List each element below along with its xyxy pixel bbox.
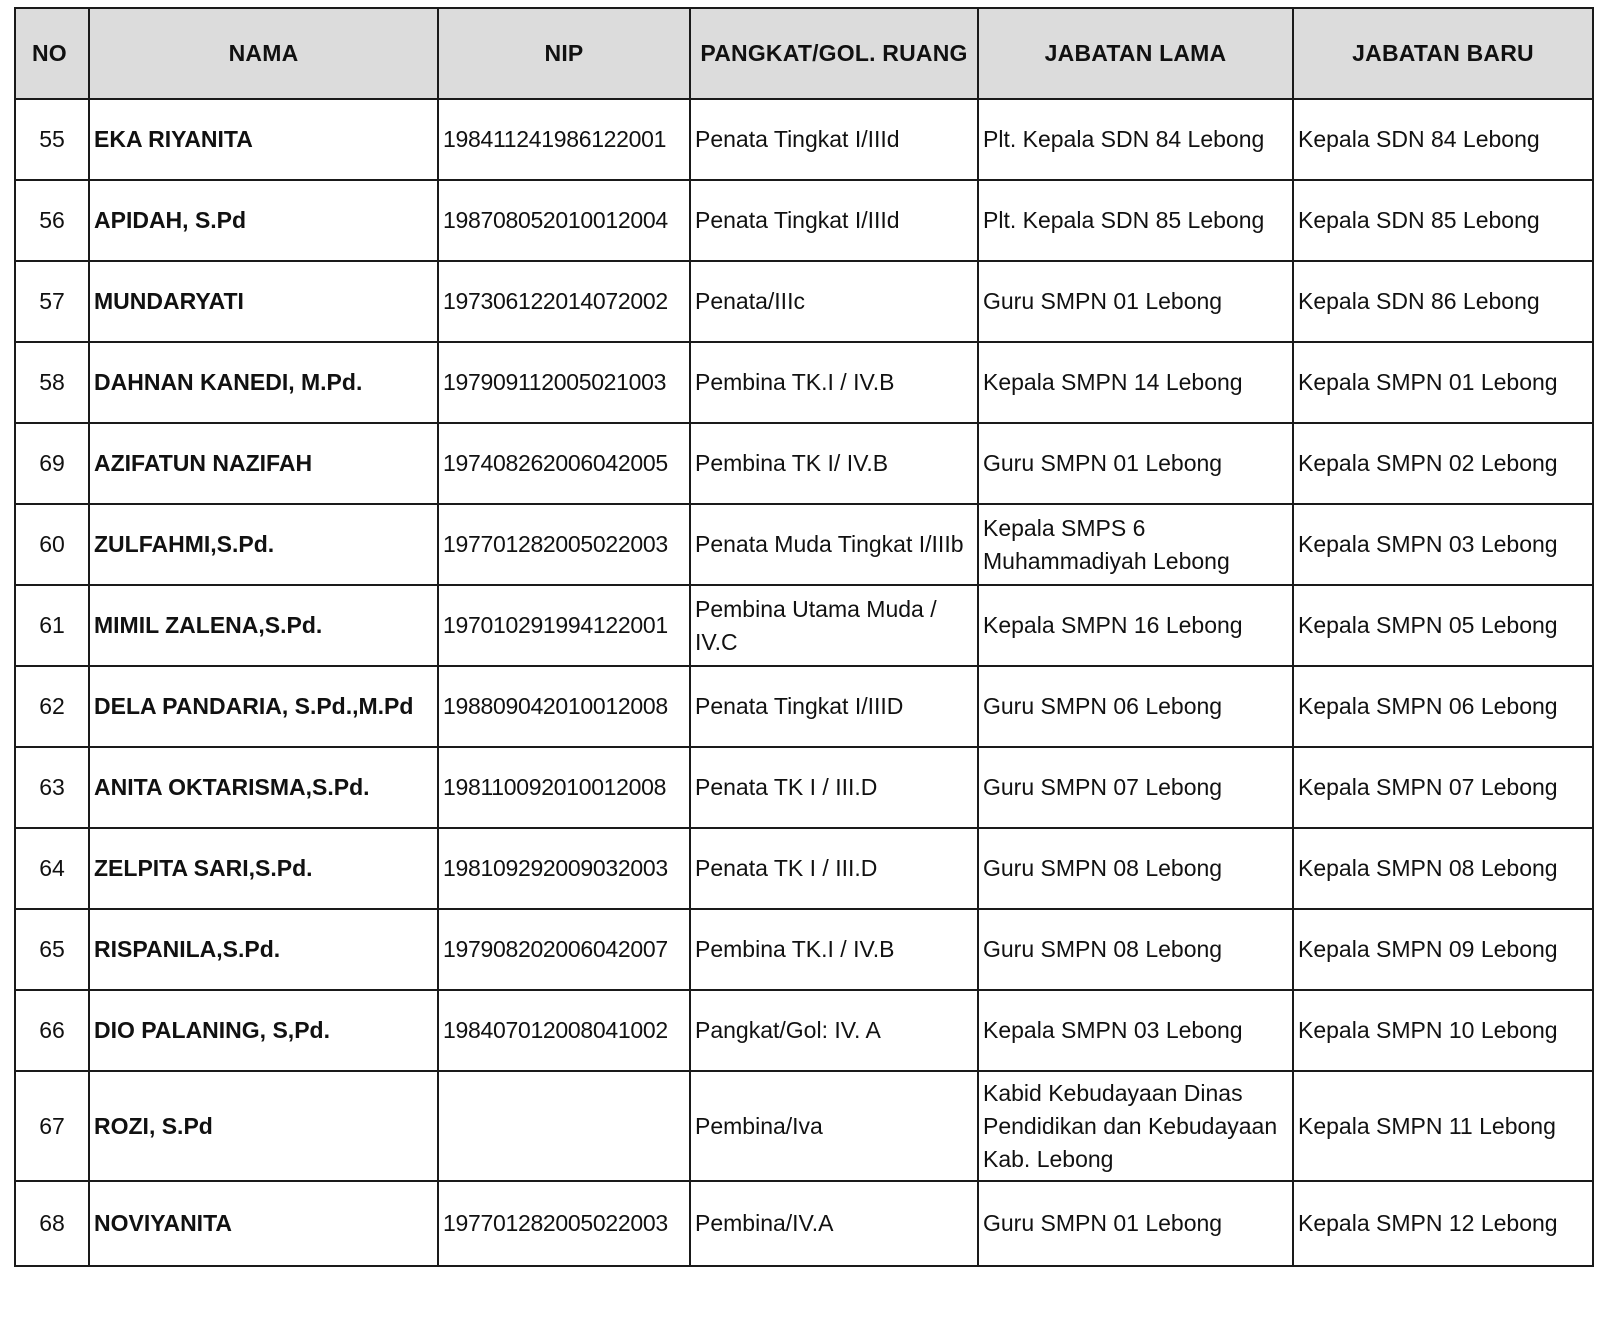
cell-jabatan-lama: Guru SMPN 08 Lebong <box>978 909 1293 990</box>
cell-jabatan-baru: Kepala SDN 86 Lebong <box>1293 261 1593 342</box>
cell-no: 63 <box>15 747 89 828</box>
cell-jabatan-lama: Guru SMPN 06 Lebong <box>978 666 1293 747</box>
table-row <box>15 585 1593 666</box>
cell-pangkat: Pembina TK.I / IV.B <box>690 342 978 423</box>
table-row <box>15 261 1593 342</box>
cell-nip: 197701282005022003 <box>438 1181 690 1266</box>
table-row <box>15 1181 1593 1266</box>
cell-jabatan-lama: Kepala SMPN 16 Lebong <box>978 585 1293 666</box>
cell-no: 57 <box>15 261 89 342</box>
table-row <box>15 423 1593 504</box>
cell-jabatan-baru: Kepala SMPN 02 Lebong <box>1293 423 1593 504</box>
cell-nip: 197408262006042005 <box>438 423 690 504</box>
cell-nama: ANITA OKTARISMA,S.Pd. <box>89 747 438 828</box>
cell-nama: ROZI, S.Pd <box>89 1071 438 1181</box>
cell-jabatan-baru: Kepala SMPN 07 Lebong <box>1293 747 1593 828</box>
table-row <box>15 1071 1593 1181</box>
cell-jabatan-lama: Plt. Kepala SDN 85 Lebong <box>978 180 1293 261</box>
cell-jabatan-lama: Kepala SMPN 03 Lebong <box>978 990 1293 1071</box>
header-no: NO <box>15 8 89 99</box>
table-row <box>15 342 1593 423</box>
cell-nip: 197701282005022003 <box>438 504 690 585</box>
cell-pangkat: Penata TK I / III.D <box>690 828 978 909</box>
cell-nama: DAHNAN KANEDI, M.Pd. <box>89 342 438 423</box>
cell-jabatan-lama: Guru SMPN 01 Lebong <box>978 1181 1293 1266</box>
cell-jabatan-baru: Kepala SMPN 11 Lebong <box>1293 1071 1593 1181</box>
cell-no: 56 <box>15 180 89 261</box>
cell-nip: 197908202006042007 <box>438 909 690 990</box>
cell-pangkat: Penata/IIIc <box>690 261 978 342</box>
cell-jabatan-lama: Guru SMPN 01 Lebong <box>978 423 1293 504</box>
cell-jabatan-baru: Kepala SMPN 06 Lebong <box>1293 666 1593 747</box>
table-row <box>15 99 1593 180</box>
cell-no: 60 <box>15 504 89 585</box>
cell-nip: 198109292009032003 <box>438 828 690 909</box>
cell-no: 58 <box>15 342 89 423</box>
cell-jabatan-baru: Kepala SMPN 05 Lebong <box>1293 585 1593 666</box>
cell-nama: MUNDARYATI <box>89 261 438 342</box>
cell-nama: DELA PANDARIA, S.Pd.,M.Pd <box>89 666 438 747</box>
cell-nama: APIDAH, S.Pd <box>89 180 438 261</box>
cell-jabatan-baru: Kepala SMPN 09 Lebong <box>1293 909 1593 990</box>
cell-pangkat: Penata TK I / III.D <box>690 747 978 828</box>
cell-jabatan-baru: Kepala SDN 85 Lebong <box>1293 180 1593 261</box>
cell-jabatan-lama: Guru SMPN 07 Lebong <box>978 747 1293 828</box>
header-nip: NIP <box>438 8 690 99</box>
table-row <box>15 909 1593 990</box>
cell-nama: DIO PALANING, S,Pd. <box>89 990 438 1071</box>
cell-jabatan-baru: Kepala SDN 84 Lebong <box>1293 99 1593 180</box>
cell-nama: ZELPITA SARI,S.Pd. <box>89 828 438 909</box>
cell-pangkat: Penata Tingkat I/IIId <box>690 180 978 261</box>
cell-nip <box>438 1071 690 1181</box>
cell-pangkat: Pembina/Iva <box>690 1071 978 1181</box>
cell-pangkat: Penata Muda Tingkat I/IIIb <box>690 504 978 585</box>
cell-jabatan-lama: Guru SMPN 01 Lebong <box>978 261 1293 342</box>
cell-jabatan-baru: Kepala SMPN 03 Lebong <box>1293 504 1593 585</box>
cell-no: 69 <box>15 423 89 504</box>
cell-nama: EKA RIYANITA <box>89 99 438 180</box>
cell-no: 67 <box>15 1071 89 1181</box>
table-row <box>15 828 1593 909</box>
cell-jabatan-lama: Kabid Kebudayaan Dinas Pendidikan dan Kebudayaan Kab. Lebong <box>978 1071 1293 1181</box>
cell-pangkat: Pembina/IV.A <box>690 1181 978 1266</box>
cell-no: 61 <box>15 585 89 666</box>
cell-nip: 197306122014072002 <box>438 261 690 342</box>
cell-no: 64 <box>15 828 89 909</box>
header-jabatan-baru: JABATAN BARU <box>1293 8 1593 99</box>
cell-no: 68 <box>15 1181 89 1266</box>
cell-jabatan-baru: Kepala SMPN 01 Lebong <box>1293 342 1593 423</box>
cell-jabatan-lama: Guru SMPN 08 Lebong <box>978 828 1293 909</box>
cell-pangkat: Penata Tingkat I/IIId <box>690 99 978 180</box>
cell-pangkat: Pembina TK I/ IV.B <box>690 423 978 504</box>
cell-nip: 198110092010012008 <box>438 747 690 828</box>
cell-jabatan-baru: Kepala SMPN 10 Lebong <box>1293 990 1593 1071</box>
table-row <box>15 504 1593 585</box>
personnel-table <box>14 7 1594 1267</box>
cell-nip: 198411241986122001 <box>438 99 690 180</box>
table-row <box>15 666 1593 747</box>
cell-jabatan-baru: Kepala SMPN 12 Lebong <box>1293 1181 1593 1266</box>
cell-pangkat: Penata Tingkat I/IIID <box>690 666 978 747</box>
header-jabatan-lama: JABATAN LAMA <box>978 8 1293 99</box>
table-row <box>15 180 1593 261</box>
cell-nip: 197010291994122001 <box>438 585 690 666</box>
cell-nip: 198407012008041002 <box>438 990 690 1071</box>
table-row <box>15 747 1593 828</box>
cell-jabatan-lama: Plt. Kepala SDN 84 Lebong <box>978 99 1293 180</box>
cell-nip: 198809042010012008 <box>438 666 690 747</box>
cell-nama: AZIFATUN NAZIFAH <box>89 423 438 504</box>
cell-no: 65 <box>15 909 89 990</box>
header-row <box>15 8 1593 99</box>
cell-no: 55 <box>15 99 89 180</box>
cell-pangkat: Pembina TK.I / IV.B <box>690 909 978 990</box>
table-row <box>15 990 1593 1071</box>
cell-jabatan-baru: Kepala SMPN 08 Lebong <box>1293 828 1593 909</box>
document-sheet <box>14 7 1594 1267</box>
cell-pangkat: Pangkat/Gol: IV. A <box>690 990 978 1071</box>
cell-no: 62 <box>15 666 89 747</box>
cell-nip: 198708052010012004 <box>438 180 690 261</box>
cell-nama: ZULFAHMI,S.Pd. <box>89 504 438 585</box>
cell-jabatan-lama: Kepala SMPN 14 Lebong <box>978 342 1293 423</box>
cell-nama: MIMIL ZALENA,S.Pd. <box>89 585 438 666</box>
cell-pangkat: Pembina Utama Muda / IV.C <box>690 585 978 666</box>
cell-no: 66 <box>15 990 89 1071</box>
cell-nama: RISPANILA,S.Pd. <box>89 909 438 990</box>
cell-nip: 197909112005021003 <box>438 342 690 423</box>
cell-nama: NOVIYANITA <box>89 1181 438 1266</box>
header-pangkat: PANGKAT/GOL. RUANG <box>690 8 978 99</box>
header-nama: NAMA <box>89 8 438 99</box>
cell-jabatan-lama: Kepala SMPS 6 Muhammadiyah Lebong <box>978 504 1293 585</box>
